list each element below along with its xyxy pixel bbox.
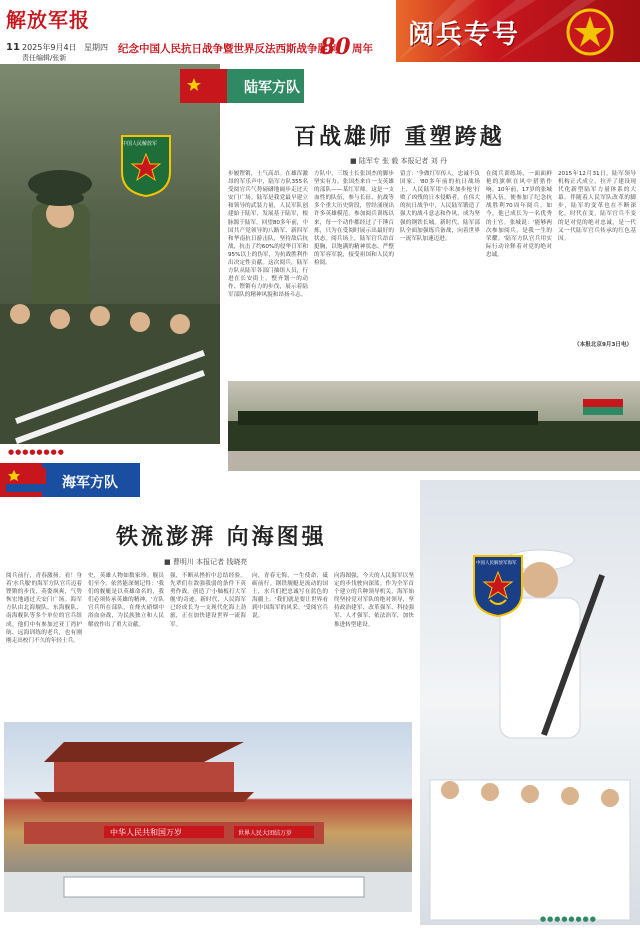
army-column-2: 方队中，三级士长张国杰的脚步坚实有力。张国杰来自一支英雄的部队——某红军师。这是一支血性的队伍，参与长征、抗战等多个重大历史阶段，曾经涌现出许多英雄模范。参加阅兵训练以来，每一个动作都经过了千锤百炼，只为在受阅时展示出最好的状态。阅兵场上，陆军官兵昂首挺胸，以饱满的精神状态、严整的军容军貌，接受祖国和人民的检阅。 [314,171,394,267]
anniversary-number: 80 [320,34,351,60]
army-byline: ■ 陆军专 张 毅 本报记者 刘 丹 [350,157,447,165]
navy-badge-label: 中国人民解放军海军 [476,561,517,566]
anniversary-title: 纪念中国人民抗日战争暨世界反法西斯战争胜利 [118,43,339,55]
army-column-1: 步履铿锵，士气高昂。在雄浑激昂的军乐声中，陆军方队355名受阅官兵气势磅礴地阔步走过天安门广场。陆军是我党最早建立和领导的武装力量，人民军队创建始于陆军，发展基于陆军，根脉源于陆军。回望80多年前，中国共产党领导的八路军、新四军和华南抗日游击队，坚持敌后抗战，抗击了约60%的侵华日军和95%以上的伪军，为抗战胜利作出决定性贡献。这次阅兵，陆军方队从陆军各部门抽组人员，行进在长安街上，整齐划一的动作、铿锵有力的步伐，展示着陆军部队的精神风貌和昂扬斗志。 [228,171,308,299]
gate-banner-text-2: 世界人民大团结万岁 [238,830,293,837]
army-column-4: 在阅兵训练场，一面面鲜艳的旗帜在风中猎猎作响。10年前，17岁的张城刚入伍，便参加了纪念抗战胜利70周年阅兵。如今，他已成长为一名优秀的士官。张城说：'能够两次参加阅兵，是我一生的荣耀。'陆军方队官兵用实际行动诠释着对党的绝对忠诚。 [486,171,552,258]
navy-column-3: 强，不断从挫折中总结经验。先辈们在敌强我弱的条件下英勇作战，创造了'小舢板打大军舰'的奇迹。新时代，人民海军已经成长为一支现代化海上劲旅，正在加快建设世界一流海军。 [170,573,246,628]
tiananmen-parade-photo [4,722,412,912]
navy-sailors-photo [420,480,640,925]
army-badge-label: 中国人民解放军 [122,141,158,147]
navy-column-1: 阅兵前行，青春激扬。看！身着'水兵服'的海军方队官兵迈着铿锵的步伐，英姿飒爽，气势恢宏地通过天安门广场。海军方队由北海舰队、东海舰队、南海舰队等多个单位的官兵组成。他们中有参加过亚丁湾护航、远海训练的老兵，也有刚刚走出校门不久的年轻士兵。 [6,573,82,644]
army-section-label: 陆军方队 [244,80,300,96]
issue-date: 2025年9月4日 [22,43,77,52]
masthead: 解放军报 [6,8,90,32]
tiananmen-illustration [4,722,412,912]
gate-banner-text: 中华人民共和国万岁 [110,828,182,837]
navy-flag-icon [6,468,46,492]
army-dateline: （本报北京9月3日电） [574,342,633,348]
emblem-icon [566,8,614,56]
flag-icon [186,74,226,98]
navy-headline: 铁流澎湃 向海图强 [116,525,327,550]
army-column-5: 2015年12月31日，陆军领导机构正式成立，拉开了建设现代化新型陆军力量体系的大幕。伴随着人民军队改革的脚步，陆军的变革也在不断深化。时代在变，陆军官兵不变的是对党的绝对忠诚，是一代又一代陆军官兵传承的红色基因。 [558,171,636,242]
navy-column-2: 史，英雄人物如数家珍。舰员们至今，依然能深刻记得：'我们的舰艇是以英雄命名的，我们必须传承英雄的精神。'方队官兵所在部队，在烽火硝烟中浴血奋战，为民族独立和人民解放作出了重大贡献。 [88,573,164,628]
banner-title: 阅兵专号 [408,20,521,50]
navy-section-label: 海军方队 [62,475,118,491]
navy-column-5: 向海图强，今天的人民海军以坚定的步伐驶向深蓝。作为全军首个建立的兵种领导机关，海军始终坚持党对军队的绝对领导，坚持政治建军、改革强军、科技强军、人才强军、依法治军，加快推进转型建设。 [334,573,414,628]
navy-sailors-illustration [420,480,640,925]
editor-credit: 责任编辑/张新 [22,54,67,62]
navy-column-4: 向，青春无悔，一生使命，砥砺前行。钢铁舰艇是流动的国土，水兵们把忠诚写在蓝色的海疆上。'我们就是要让世界看到中国海军的风采。'受阅官兵说。 [252,573,328,620]
army-formation-illustration [228,381,640,471]
page-number: 11 [6,42,20,53]
issue-weekday: 星期四 [84,43,108,52]
page-ornament: ●●●●●●●● [540,915,597,923]
navy-byline: ■ 曹明川 本报记者 钱晓亮 [164,558,248,566]
army-soldiers-photo [0,64,220,444]
anniversary-suffix: 周年 [352,43,373,55]
army-formation-photo [228,381,640,471]
army-headline: 百战雄师 重塑跨越 [294,125,505,150]
army-column-3: 留言：'争做红军传人，忠诚不负国家。'80多年前的抗日战场上，人民陆军用'小米加步枪'打败了凶残的日本侵略者。在伟大的抗日战争中，人民陆军锻造了强大的战斗意志和作风，成为坚强的钢铁长城。新时代，陆军部队全面加强练兵备战，向着世界一流军队加速迈进。 [400,171,480,242]
page-ornament-left: ●●●●●●●● [8,448,65,456]
army-soldiers-illustration [0,64,220,444]
